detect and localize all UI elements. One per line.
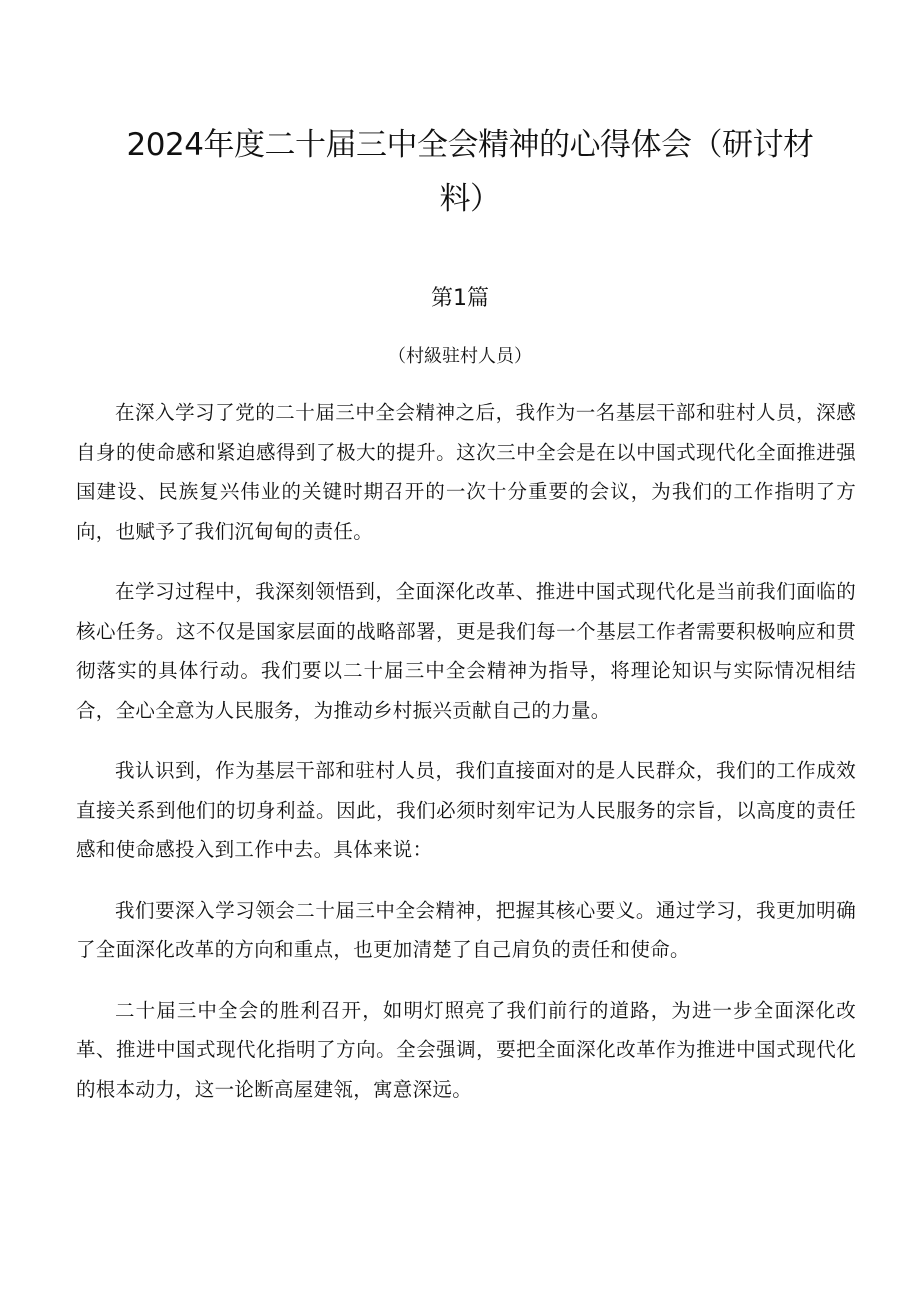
body-paragraph: 我认识到，作为基层干部和驻村人员，我们直接面对的是人民群众，我们的工作成效直接关系到他们的切身利益。因此，我们必须时刻牢记为人民服务的宗旨，以高度的责任感和使命感投入到工作中去。具体来说： [76, 759, 856, 861]
body-paragraph: 在深入学习了党的二十届三中全会精神之后，我作为一名基层干部和驻村人员，深感自身的使命感和紧迫感得到了极大的提升。这次三中全会是在以中国式现代化全面推进强国建设、民族复兴伟业的关键时期召开的一次十分重要的会议，为我们的工作指明了方向，也赋予了我们沉甸甸的责任。 [76, 401, 856, 543]
body-paragraph: 我们要深入学习领会二十届三中全会精神，把握其核心要义。通过学习，我更加明确了全面深化改革的方向和重点，也更加清楚了自己肩负的责任和使命。 [76, 898, 856, 961]
chapter-heading: 第1篇 [431, 286, 489, 311]
body-paragraph: 二十届三中全会的胜利召开，如明灯照亮了我们前行的道路，为进一步全面深化改革、推进中国式现代化指明了方向。全会强调，要把全面深化改革作为推进中国式现代化的根本动力，这一论断高屋建瓴，寓意深远。 [76, 998, 856, 1101]
document-title: 2024年度二十届三中全会精神的心得体会（研讨材料） [126, 127, 814, 217]
document-body [76, 393, 856, 1130]
author-role-subtitle: （村級驻村人员） [388, 346, 532, 367]
body-paragraph: 在学习过程中，我深刻领悟到，全面深化改革、推进中国式现代化是当前我们面临的核心任务。这不仅是国家层面的战略部署，更是我们每一个基层工作者需要积极响应和贯彻落实的具体行动。我们要以二十届三中全会精神为指导，将理论知识与实际情况相结合，全心全意为人民服务，为推动乡村振兴贡献自己的力量。 [76, 580, 856, 722]
